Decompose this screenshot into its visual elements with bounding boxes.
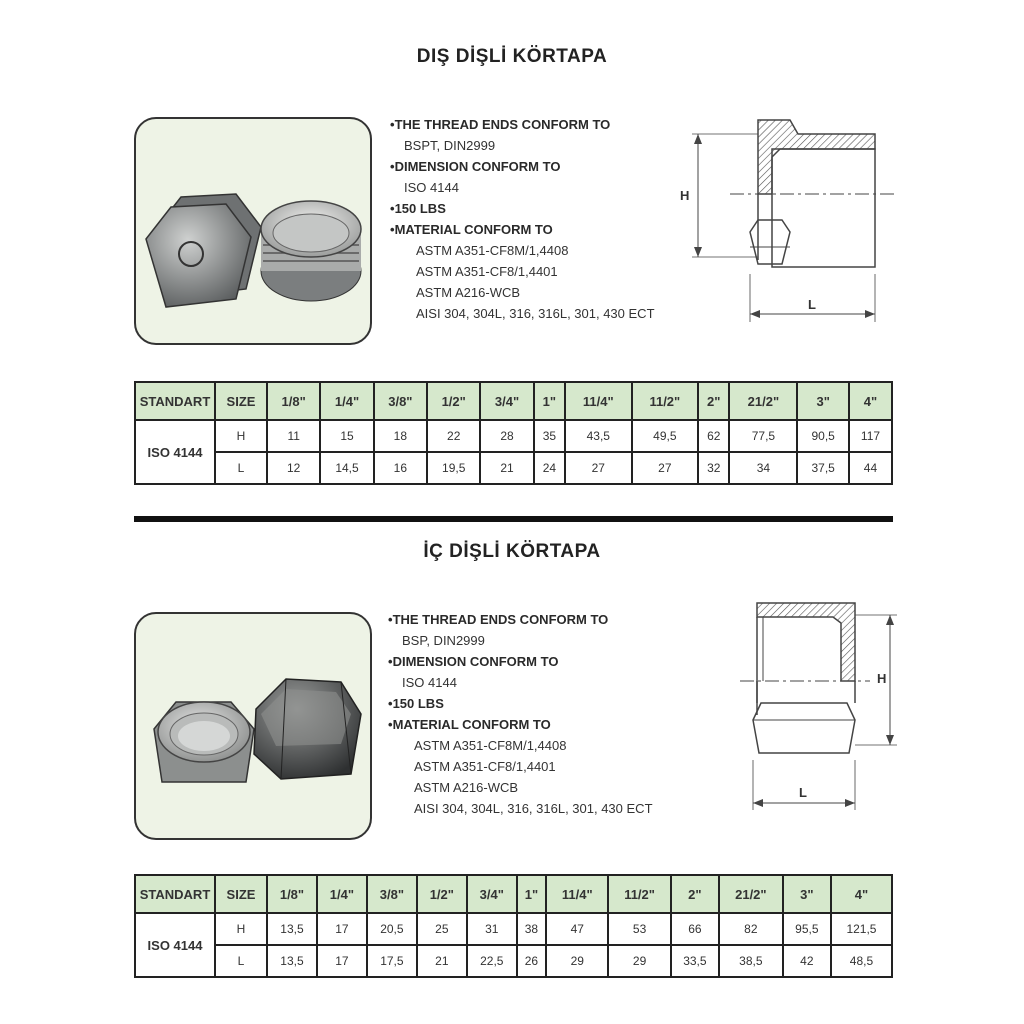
size-cell: 11/2"	[632, 382, 699, 420]
size-cell: 11/2"	[608, 875, 670, 913]
col-size: SIZE	[215, 382, 267, 420]
section2-specs	[388, 609, 653, 819]
diagram-l-label: L	[799, 785, 807, 800]
value-cell: 15	[320, 420, 373, 452]
table-row	[135, 945, 892, 977]
standard-cell: ISO 4144	[135, 420, 215, 484]
spec-value-material: ASTM A216-WCB	[416, 285, 521, 300]
value-cell: 28	[480, 420, 533, 452]
section1-technical-drawing	[670, 112, 900, 327]
row-label: H	[215, 420, 267, 452]
diagram-h-label: H	[680, 188, 690, 203]
spec-value-dimension: ISO 4144	[402, 675, 457, 690]
section2-dimension-table	[134, 874, 893, 978]
size-cell: 3/8"	[367, 875, 417, 913]
spec-value-thread: BSP, DIN2999	[402, 633, 485, 648]
spec-value-dimension: ISO 4144	[404, 180, 459, 195]
value-cell: 22,5	[467, 945, 517, 977]
size-cell: 1/2"	[417, 875, 467, 913]
size-cell: 1/2"	[427, 382, 480, 420]
table-row	[135, 420, 892, 452]
size-cell: 11/4"	[546, 875, 608, 913]
size-cell: 1/4"	[317, 875, 367, 913]
value-cell: 12	[267, 452, 320, 484]
size-cell: 1"	[517, 875, 546, 913]
spec-heading-pressure: • 150 LBS	[390, 198, 655, 219]
size-cell: 1/4"	[320, 382, 373, 420]
value-cell: 20,5	[367, 913, 417, 945]
value-cell: 31	[467, 913, 517, 945]
value-cell: 13,5	[267, 913, 317, 945]
value-cell: 29	[608, 945, 670, 977]
value-cell: 32	[698, 452, 729, 484]
value-cell: 95,5	[783, 913, 831, 945]
spec-heading-material: • MATERIAL CONFORM TO	[390, 219, 655, 240]
table-header-row	[135, 875, 892, 913]
col-standart: STANDART	[135, 875, 215, 913]
spec-value-material: AISI 304, 304L, 316, 316L, 301, 430 ECT	[414, 801, 653, 816]
table-row	[135, 452, 892, 484]
spec-value-material: AISI 304, 304L, 316, 316L, 301, 430 ECT	[416, 306, 655, 321]
spec-heading-thread: • THE THREAD ENDS CONFORM TO	[390, 114, 655, 135]
value-cell: 48,5	[831, 945, 892, 977]
spec-value-material: ASTM A351-CF8M/1,4408	[416, 243, 569, 258]
value-cell: 90,5	[797, 420, 849, 452]
value-cell: 44	[849, 452, 892, 484]
spec-heading-pressure: • 150 LBS	[388, 693, 653, 714]
value-cell: 77,5	[729, 420, 797, 452]
value-cell: 49,5	[632, 420, 699, 452]
size-cell: 3/4"	[467, 875, 517, 913]
value-cell: 17	[317, 913, 367, 945]
diagram-l-label: L	[808, 297, 816, 312]
section2-title: İÇ DİŞLİ KÖRTAPA	[423, 541, 601, 562]
value-cell: 47	[546, 913, 608, 945]
col-size: SIZE	[215, 875, 267, 913]
col-standart: STANDART	[135, 382, 215, 420]
spec-value-material: ASTM A351-CF8/1,4401	[416, 264, 558, 279]
spec-heading-material: • MATERIAL CONFORM TO	[388, 714, 653, 735]
value-cell: 24	[534, 452, 565, 484]
size-cell: 3"	[783, 875, 831, 913]
spec-heading-thread: • THE THREAD ENDS CONFORM TO	[388, 609, 653, 630]
size-cell: 1/8"	[267, 875, 317, 913]
section1-title: DIŞ DİŞLİ KÖRTAPA	[416, 46, 608, 67]
value-cell: 26	[517, 945, 546, 977]
section1-product-photo	[134, 117, 372, 345]
section2-technical-drawing	[735, 595, 905, 815]
size-cell: 3/4"	[480, 382, 533, 420]
value-cell: 82	[719, 913, 783, 945]
value-cell: 11	[267, 420, 320, 452]
value-cell: 19,5	[427, 452, 480, 484]
section1-specs	[390, 114, 655, 324]
value-cell: 17,5	[367, 945, 417, 977]
value-cell: 37,5	[797, 452, 849, 484]
value-cell: 18	[374, 420, 427, 452]
row-label: H	[215, 913, 267, 945]
value-cell: 66	[671, 913, 719, 945]
section-divider	[134, 516, 893, 522]
size-cell: 2"	[671, 875, 719, 913]
value-cell: 33,5	[671, 945, 719, 977]
value-cell: 25	[417, 913, 467, 945]
spec-heading-dimension: • DIMENSION CONFORM TO	[388, 651, 653, 672]
value-cell: 16	[374, 452, 427, 484]
size-cell: 1"	[534, 382, 565, 420]
spec-value-material: ASTM A351-CF8/1,4401	[414, 759, 556, 774]
value-cell: 38,5	[719, 945, 783, 977]
size-cell: 11/4"	[565, 382, 632, 420]
value-cell: 22	[427, 420, 480, 452]
spec-value-material: ASTM A351-CF8M/1,4408	[414, 738, 567, 753]
value-cell: 53	[608, 913, 670, 945]
value-cell: 35	[534, 420, 565, 452]
standard-cell: ISO 4144	[135, 913, 215, 977]
size-cell: 4"	[831, 875, 892, 913]
value-cell: 17	[317, 945, 367, 977]
spec-value-thread: BSPT, DIN2999	[404, 138, 496, 153]
value-cell: 27	[632, 452, 699, 484]
spec-value-material: ASTM A216-WCB	[414, 780, 519, 795]
size-cell: 1/8"	[267, 382, 320, 420]
table-row	[135, 913, 892, 945]
diagram-h-label: H	[877, 671, 887, 686]
value-cell: 14,5	[320, 452, 373, 484]
size-cell: 21/2"	[719, 875, 783, 913]
table-header-row	[135, 382, 892, 420]
value-cell: 34	[729, 452, 797, 484]
value-cell: 38	[517, 913, 546, 945]
size-cell: 3/8"	[374, 382, 427, 420]
value-cell: 29	[546, 945, 608, 977]
spec-heading-dimension: • DIMENSION CONFORM TO	[390, 156, 655, 177]
value-cell: 21	[480, 452, 533, 484]
section1-dimension-table	[134, 381, 893, 485]
value-cell: 117	[849, 420, 892, 452]
size-cell: 3"	[797, 382, 849, 420]
row-label: L	[215, 945, 267, 977]
value-cell: 62	[698, 420, 729, 452]
value-cell: 121,5	[831, 913, 892, 945]
row-label: L	[215, 452, 267, 484]
value-cell: 21	[417, 945, 467, 977]
value-cell: 27	[565, 452, 632, 484]
section2-product-photo	[134, 612, 372, 840]
value-cell: 42	[783, 945, 831, 977]
value-cell: 13,5	[267, 945, 317, 977]
size-cell: 2"	[698, 382, 729, 420]
size-cell: 4"	[849, 382, 892, 420]
size-cell: 21/2"	[729, 382, 797, 420]
value-cell: 43,5	[565, 420, 632, 452]
